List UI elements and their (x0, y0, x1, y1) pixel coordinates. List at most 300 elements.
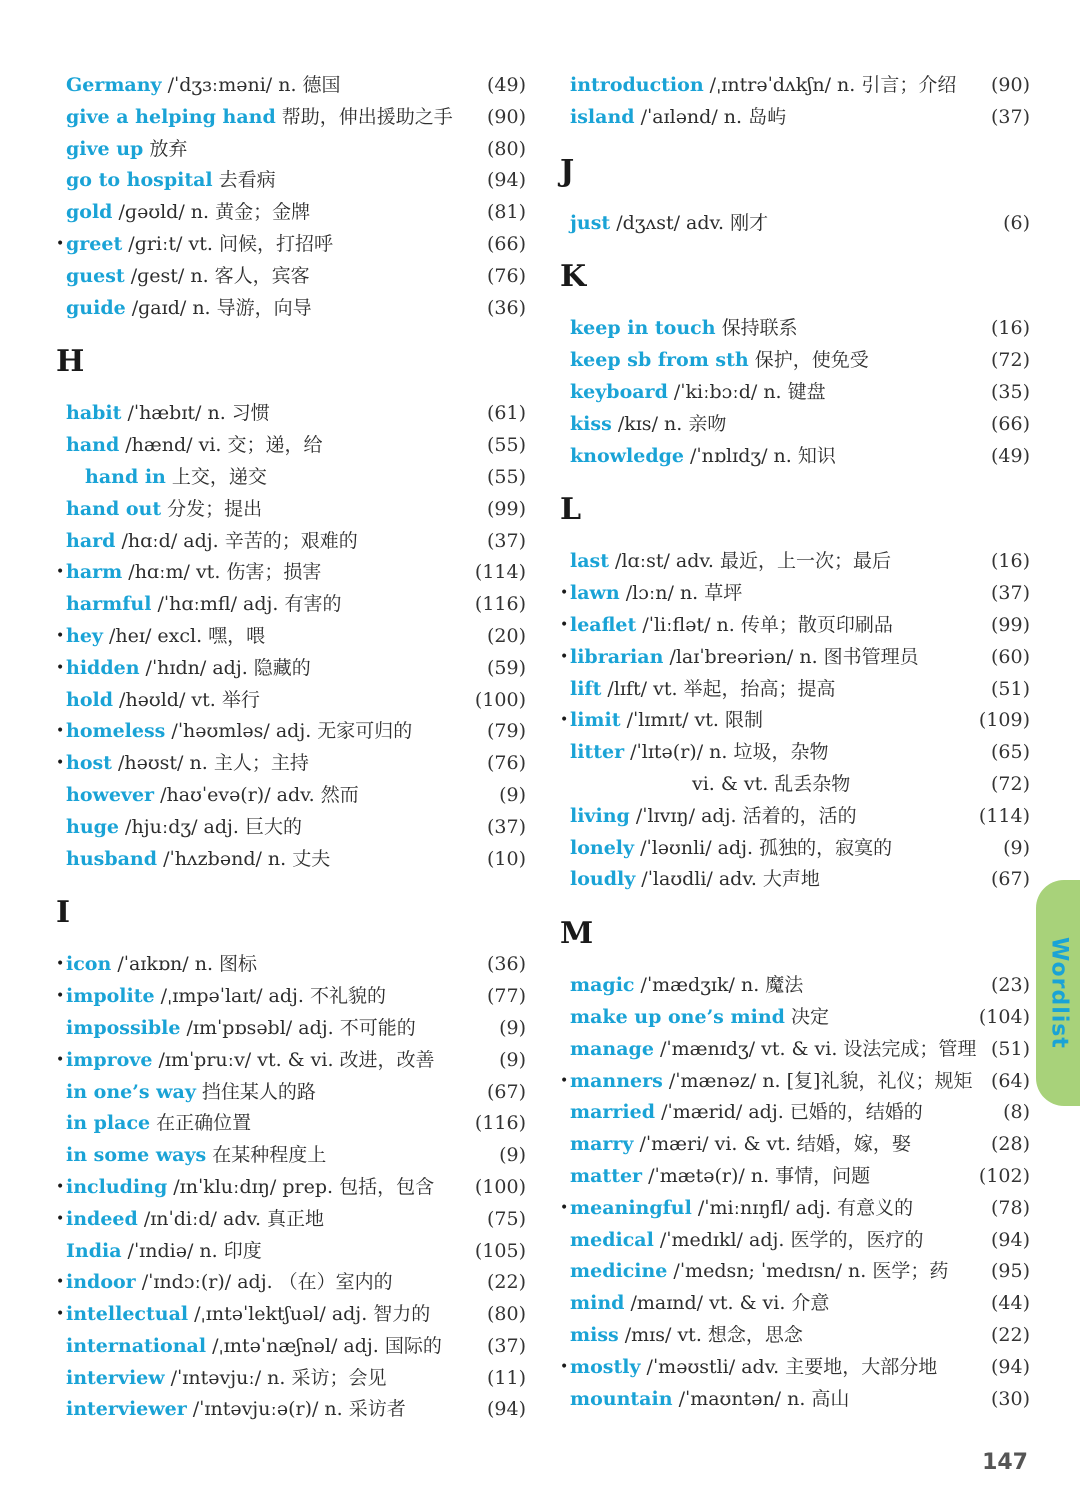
wordlist-entry (56, 462, 526, 494)
definition: /ˈɪntəvjuːə(r)/ n. 采访者 (186, 1398, 406, 1421)
entry-text (66, 557, 321, 589)
unit-page-ref: (102) (978, 1164, 1030, 1187)
entry-text (66, 494, 262, 526)
unit-page-ref: (9) (499, 783, 526, 806)
entry-text (570, 705, 763, 737)
headword: hard (66, 529, 116, 552)
entry-text (66, 1267, 393, 1299)
wordlist-entry (560, 737, 1030, 769)
unit-page-ref: (60) (990, 645, 1030, 668)
wordlist-entry (56, 293, 526, 325)
entry-text (66, 1204, 324, 1236)
unit-page-ref: (59) (486, 656, 526, 679)
wordlist-entry (560, 1129, 1030, 1161)
wordlist-entry (560, 1097, 1030, 1129)
definition: /ˌɪntrəˈdʌkʃn/ n. 引言；介绍 (703, 74, 957, 96)
section-letter: H (56, 344, 85, 380)
definition: 帮助，伸出援助之手 (275, 105, 453, 128)
entry-text (66, 1140, 326, 1172)
entry-text (66, 589, 342, 621)
wordlist-entry (56, 1299, 526, 1331)
unit-page-ref: (30) (990, 1387, 1030, 1410)
headword: married (570, 1101, 656, 1124)
wordlist-entry (56, 165, 526, 197)
unit-page-ref: (76) (486, 752, 526, 775)
headword: greet (66, 232, 123, 255)
entry-text (570, 313, 798, 345)
entry-text (66, 1013, 416, 1045)
unit-page-ref: (36) (486, 296, 526, 319)
definition: /ˈləʊnli/ adj. 孤独的，寂寞的 (634, 836, 893, 859)
unit-page-ref: (65) (990, 741, 1030, 764)
wordlist-entry (560, 970, 1030, 1002)
unit-page-ref: (116) (474, 1112, 526, 1135)
unit-page-ref: (44) (990, 1292, 1030, 1315)
wordlist-entry (56, 1331, 526, 1363)
unit-page-ref: (9) (1003, 836, 1030, 859)
unit-page-ref: (36) (486, 953, 526, 976)
entry-text (570, 864, 820, 896)
wordlist-entry (560, 864, 1030, 896)
wordlist-entry (56, 1267, 526, 1299)
entry-text (570, 610, 893, 642)
wordlist-entry (560, 1034, 1030, 1066)
wordlist-entry (56, 981, 526, 1013)
entry-text (570, 970, 803, 1002)
headword: indeed (66, 1207, 138, 1230)
headword: medical (570, 1228, 654, 1251)
entry-text (66, 1077, 316, 1109)
new-word-marker: • (56, 1178, 65, 1195)
new-word-marker: • (56, 1306, 65, 1323)
unit-page-ref: (37) (486, 529, 526, 552)
headword: harmful (66, 593, 152, 616)
definition: /ˈmænɪdʒ/ vt. & vi. 设法完成；管理 (653, 1037, 977, 1060)
headword: hold (66, 688, 113, 711)
unit-page-ref: (10) (486, 847, 526, 870)
entry-text (66, 165, 276, 197)
definition: /ˈliːflət/ n. 传单；散页印刷品 (636, 613, 893, 636)
headword: homeless (66, 720, 166, 743)
unit-page-ref: (6) (1003, 211, 1030, 234)
headword: international (66, 1334, 207, 1357)
entry-text (570, 1002, 829, 1034)
entry-text (570, 737, 828, 769)
headword: give a helping hand (66, 105, 276, 128)
unit-page-ref: (22) (990, 1323, 1030, 1346)
unit-page-ref: (76) (486, 264, 526, 287)
definition: 保护，使免受 (748, 349, 869, 372)
entry-text (66, 70, 341, 102)
entry-text (66, 398, 270, 430)
wordlist-entry (56, 430, 526, 462)
page-number: 147 (982, 1450, 1028, 1475)
headword: kiss (570, 412, 612, 435)
entry-text (66, 653, 311, 685)
definition: /heɪ/ excl. 嘿，喂 (102, 624, 266, 647)
definition: /ˈmætə(r)/ n. 事情，问题 (642, 1164, 871, 1187)
definition: /ˈmedsn; ˈmedɪsn/ n. 医学；药 (667, 1260, 949, 1283)
entry-text (66, 812, 302, 844)
entry-text (570, 1352, 937, 1384)
wordlist-entry (560, 377, 1030, 409)
wordlist-entry (560, 1193, 1030, 1225)
new-word-marker: • (56, 723, 65, 740)
headword: just (570, 211, 611, 234)
headword: huge (66, 815, 120, 838)
headword: living (570, 804, 630, 827)
new-word-marker: • (560, 585, 569, 602)
unit-page-ref: (16) (990, 550, 1030, 573)
headword: host (66, 752, 112, 775)
unit-page-ref: (37) (486, 815, 526, 838)
entry-text (66, 844, 330, 876)
unit-page-ref: (64) (990, 1069, 1030, 1092)
unit-page-ref: (55) (486, 434, 526, 457)
unit-page-ref: (78) (990, 1196, 1030, 1219)
definition: /dʒʌst/ adv. 刚才 (610, 211, 769, 234)
unit-page-ref: (61) (486, 402, 526, 425)
definition: /ˈɪndɔː(r)/ adj. （在）室内的 (135, 1271, 393, 1294)
unit-page-ref: (105) (474, 1239, 526, 1262)
wordlist-entry (56, 685, 526, 717)
section-letter: L (560, 492, 582, 528)
headword: indoor (66, 1271, 136, 1294)
entry-text (66, 1363, 387, 1395)
headword: guide (66, 296, 126, 319)
definition: /maɪnd/ vt. & vi. 介意 (624, 1292, 830, 1315)
section-letter: J (560, 153, 575, 189)
entry-text (66, 1236, 262, 1268)
section-letter: I (56, 895, 71, 931)
headword: interviewer (66, 1398, 187, 1421)
wordlist-entry (560, 610, 1030, 642)
unit-page-ref: (28) (990, 1133, 1030, 1156)
wordlist-entry (56, 557, 526, 589)
definition: /ˈhɪdn/ adj. 隐藏的 (139, 656, 311, 679)
definition: /ɪnˈdiːd/ adv. 真正地 (137, 1207, 325, 1230)
headword: meaningful (570, 1196, 692, 1219)
unit-page-ref: (67) (486, 1080, 526, 1103)
unit-page-ref: (90) (486, 105, 526, 128)
headword: marry (570, 1133, 634, 1156)
entry-text (570, 441, 836, 473)
new-word-marker: • (560, 1358, 569, 1375)
definition: /ɡaɪd/ n. 导游，向导 (125, 296, 312, 319)
definition: /ˌɪntəˈnæʃnəl/ adj. 国际的 (206, 1334, 442, 1357)
headword: including (66, 1175, 168, 1198)
definition: /ˈmærid/ adj. 已婚的，结婚的 (655, 1101, 923, 1124)
headword: hey (66, 624, 103, 647)
definition: /ˈkiːbɔːd/ n. 键盘 (667, 380, 826, 403)
wordlist-right-column (560, 70, 1030, 1415)
headword: improve (66, 1048, 153, 1071)
entry-text (66, 134, 187, 166)
headword: librarian (570, 645, 664, 668)
wordlist-entry (560, 313, 1030, 345)
headword: mind (570, 1292, 625, 1315)
unit-page-ref: (55) (486, 465, 526, 488)
headword: husband (66, 847, 158, 870)
headword: manage (570, 1037, 654, 1060)
headword: mountain (570, 1387, 673, 1410)
definition: /həʊst/ n. 主人；主持 (111, 752, 309, 775)
wordlist-entry (560, 642, 1030, 674)
new-word-marker: • (560, 616, 569, 633)
headword: habit (66, 402, 122, 425)
definition: /ˈlaʊdli/ adv. 大声地 (635, 868, 820, 891)
new-word-marker: • (56, 564, 65, 581)
headword: guest (66, 264, 125, 287)
entry-text (66, 949, 257, 981)
unit-page-ref: (100) (474, 688, 526, 711)
definition: /ˈnɒlɪdʒ/ n. 知识 (683, 444, 836, 467)
entry-text (66, 1299, 430, 1331)
entry-text (692, 769, 850, 801)
wordlist-entry (560, 1066, 1030, 1098)
wordlist-entry (560, 70, 1030, 102)
wordlist-entry (560, 1002, 1030, 1034)
entry-text (570, 1161, 870, 1193)
wordlist-left-column (56, 70, 526, 1426)
headword: limit (570, 709, 621, 732)
headword: hand out (66, 497, 162, 520)
definition: /ˈdʒɜːməni/ n. 德国 (161, 74, 341, 96)
definition: /ˈaɪkɒn/ n. 图标 (111, 953, 258, 976)
unit-page-ref: (37) (990, 582, 1030, 605)
entry-text (570, 409, 726, 441)
wordlist-entry (56, 1236, 526, 1268)
entry-text (66, 261, 310, 293)
wordlist-entry (560, 578, 1030, 610)
headword: in place (66, 1112, 151, 1135)
entry-text (66, 102, 453, 134)
unit-page-ref: (95) (990, 1260, 1030, 1283)
headword: manners (570, 1069, 663, 1092)
wordlist-entry (56, 261, 526, 293)
headword: intellectual (66, 1303, 189, 1326)
unit-page-ref: (94) (486, 169, 526, 192)
headword: knowledge (570, 444, 684, 467)
definition: /ˈmedɪkl/ adj. 医学的，医疗的 (653, 1228, 924, 1251)
headword: loudly (570, 868, 636, 891)
wordlist-entry (56, 1394, 526, 1426)
wordlist-entry (56, 526, 526, 558)
unit-page-ref: (99) (990, 613, 1030, 636)
headword: lift (570, 677, 602, 700)
definition: 分发；提出 (161, 497, 263, 520)
definition: /ɪmˈpɒsəbl/ adj. 不可能的 (180, 1016, 416, 1039)
entry-text (66, 526, 358, 558)
unit-page-ref: (94) (486, 1398, 526, 1421)
headword: introduction (570, 74, 704, 96)
section-tab-label: Wordlist (1046, 937, 1072, 1049)
unit-page-ref: (23) (990, 974, 1030, 997)
wordlist-entry (560, 833, 1030, 865)
entry-text (66, 430, 323, 462)
definition: /laɪˈbreəriən/ n. 图书管理员 (663, 645, 919, 668)
entry-text (570, 1225, 923, 1257)
definition: /ˈmænəz/ n. [复]礼貌，礼仪；规矩 (662, 1069, 973, 1092)
new-word-marker: • (56, 627, 65, 644)
headword: leaflet (570, 613, 637, 636)
unit-page-ref: (90) (990, 74, 1030, 96)
headword: keep in touch (570, 317, 716, 340)
definition: /ˈlɪmɪt/ vt. 限制 (620, 709, 763, 732)
entry-text (570, 833, 892, 865)
unit-page-ref: (94) (990, 1355, 1030, 1378)
headword: magic (570, 974, 635, 997)
entry-text (570, 102, 786, 134)
headword: mostly (570, 1355, 641, 1378)
wordlist-entry (560, 441, 1030, 473)
unit-page-ref: (114) (474, 561, 526, 584)
headword: go to hospital (66, 169, 213, 192)
definition: /ɡəʊld/ n. 黄金；金牌 (112, 201, 311, 224)
unit-page-ref: (80) (486, 137, 526, 160)
wordlist-entry (560, 1288, 1030, 1320)
unit-page-ref: (114) (978, 804, 1030, 827)
headword: give up (66, 137, 144, 160)
definition: /ˈhɑːmfl/ adj. 有害的 (151, 593, 342, 616)
unit-page-ref: (51) (990, 677, 1030, 700)
definition: /hɑːm/ vt. 伤害；损害 (122, 561, 322, 584)
unit-page-ref: (80) (486, 1303, 526, 1326)
new-word-marker: • (560, 1072, 569, 1089)
unit-page-ref: (37) (486, 1334, 526, 1357)
wordlist-entry (560, 674, 1030, 706)
entry-text (66, 716, 412, 748)
definition: /ˈɪntəvjuː/ n. 采访；会见 (164, 1366, 387, 1389)
headword: in one’s way (66, 1080, 196, 1103)
unit-page-ref: (116) (474, 593, 526, 616)
unit-page-ref: (67) (990, 868, 1030, 891)
wordlist-entry (56, 1013, 526, 1045)
wordlist-entry (560, 801, 1030, 833)
entry-text (570, 546, 891, 578)
new-word-marker: • (56, 235, 65, 252)
wordlist-entry (56, 134, 526, 166)
unit-page-ref: (66) (486, 232, 526, 255)
section-letter: K (560, 259, 587, 295)
definition: /hɑːd/ adj. 辛苦的；艰难的 (115, 529, 358, 552)
definition: 在正确位置 (150, 1112, 252, 1135)
headword: medicine (570, 1260, 668, 1283)
new-word-marker: • (560, 648, 569, 665)
wordlist-entry (56, 780, 526, 812)
new-word-marker: • (56, 1274, 65, 1291)
definition: /ˈmiːnɪŋfl/ adj. 有意义的 (691, 1196, 914, 1219)
definition: /həʊld/ vt. 举行 (113, 688, 260, 711)
wordlist-entry (560, 102, 1030, 134)
headword: in some ways (66, 1144, 207, 1167)
unit-page-ref: (51) (990, 1037, 1030, 1060)
wordlist-entry (560, 1256, 1030, 1288)
new-word-marker: • (56, 755, 65, 772)
wordlist-entry (56, 70, 526, 102)
definition: /lɔːn/ n. 草坪 (619, 582, 743, 605)
definition: /ˈaɪlənd/ n. 岛屿 (634, 105, 787, 128)
section-letter: M (560, 916, 594, 952)
definition: /ɡriːt/ vt. 问候，打招呼 (122, 232, 333, 255)
entry-text (570, 1097, 923, 1129)
headword: interview (66, 1366, 165, 1389)
wordlist-entry (56, 589, 526, 621)
definition: /lɪft/ vt. 举起，抬高；提高 (601, 677, 836, 700)
definition: /hænd/ vi. 交；递，给 (119, 434, 323, 457)
entry-text (66, 1108, 251, 1140)
headword: harm (66, 561, 123, 584)
wordlist-entry (56, 748, 526, 780)
wordlist-entry (56, 949, 526, 981)
entry-text (570, 642, 919, 674)
wordlist-entry (56, 494, 526, 526)
headword: miss (570, 1323, 619, 1346)
definition: /ˌɪmpəˈlaɪt/ adj. 不礼貌的 (154, 985, 386, 1008)
definition: 去看病 (212, 169, 276, 192)
definition: /ˈmæri/ vi. & vt. 结婚，嫁，娶 (633, 1133, 911, 1156)
definition: /ɪnˈkluːdɪŋ/ prep. 包括，包含 (167, 1175, 435, 1198)
entry-text (66, 1172, 434, 1204)
entry-text (66, 685, 260, 717)
unit-page-ref: (72) (990, 349, 1030, 372)
unit-page-ref: (81) (486, 201, 526, 224)
entry-text (570, 1320, 803, 1352)
headword: keep sb from sth (570, 349, 749, 372)
wordlist-entry (560, 705, 1030, 737)
unit-page-ref: (72) (990, 772, 1030, 795)
entry-text (66, 293, 312, 325)
unit-page-ref: (16) (990, 317, 1030, 340)
headword: hidden (66, 656, 140, 679)
wordlist-entry (560, 769, 1030, 801)
definition: 挡住某人的路 (195, 1080, 316, 1103)
unit-page-ref: (109) (978, 709, 1030, 732)
definition: /mɪs/ vt. 想念，思念 (618, 1323, 803, 1346)
headword: impossible (66, 1016, 181, 1039)
entry-text (570, 1034, 976, 1066)
headword: hand (66, 434, 120, 457)
wordlist-entry (56, 229, 526, 261)
headword: litter (570, 741, 625, 764)
entry-text (66, 981, 386, 1013)
wordlist-entry (56, 1108, 526, 1140)
new-word-marker: • (56, 988, 65, 1005)
unit-page-ref: (9) (499, 1144, 526, 1167)
entry-text (66, 229, 333, 261)
unit-page-ref: (79) (486, 720, 526, 743)
wordlist-entry (56, 398, 526, 430)
wordlist-entry (56, 812, 526, 844)
headword: lawn (570, 582, 620, 605)
unit-page-ref: (8) (1003, 1101, 1030, 1124)
definition: /ˈməʊstli/ adv. 主要地，大部分地 (640, 1355, 938, 1378)
wordlist-entry (560, 409, 1030, 441)
wordlist-entry (560, 1352, 1030, 1384)
new-word-marker: • (560, 1199, 569, 1216)
unit-page-ref: (49) (486, 74, 526, 96)
unit-page-ref: (100) (474, 1175, 526, 1198)
definition: /ˈmaʊntən/ n. 高山 (672, 1387, 850, 1410)
definition: /ɪmˈpruːv/ vt. & vi. 改进，改善 (152, 1048, 435, 1071)
headword: icon (66, 953, 112, 976)
headword: lonely (570, 836, 635, 859)
unit-page-ref: (9) (499, 1048, 526, 1071)
entry-text (570, 674, 836, 706)
wordlist-entry (56, 1172, 526, 1204)
unit-page-ref: (11) (486, 1366, 526, 1389)
definition: /ˈhæbɪt/ n. 习惯 (121, 402, 270, 425)
